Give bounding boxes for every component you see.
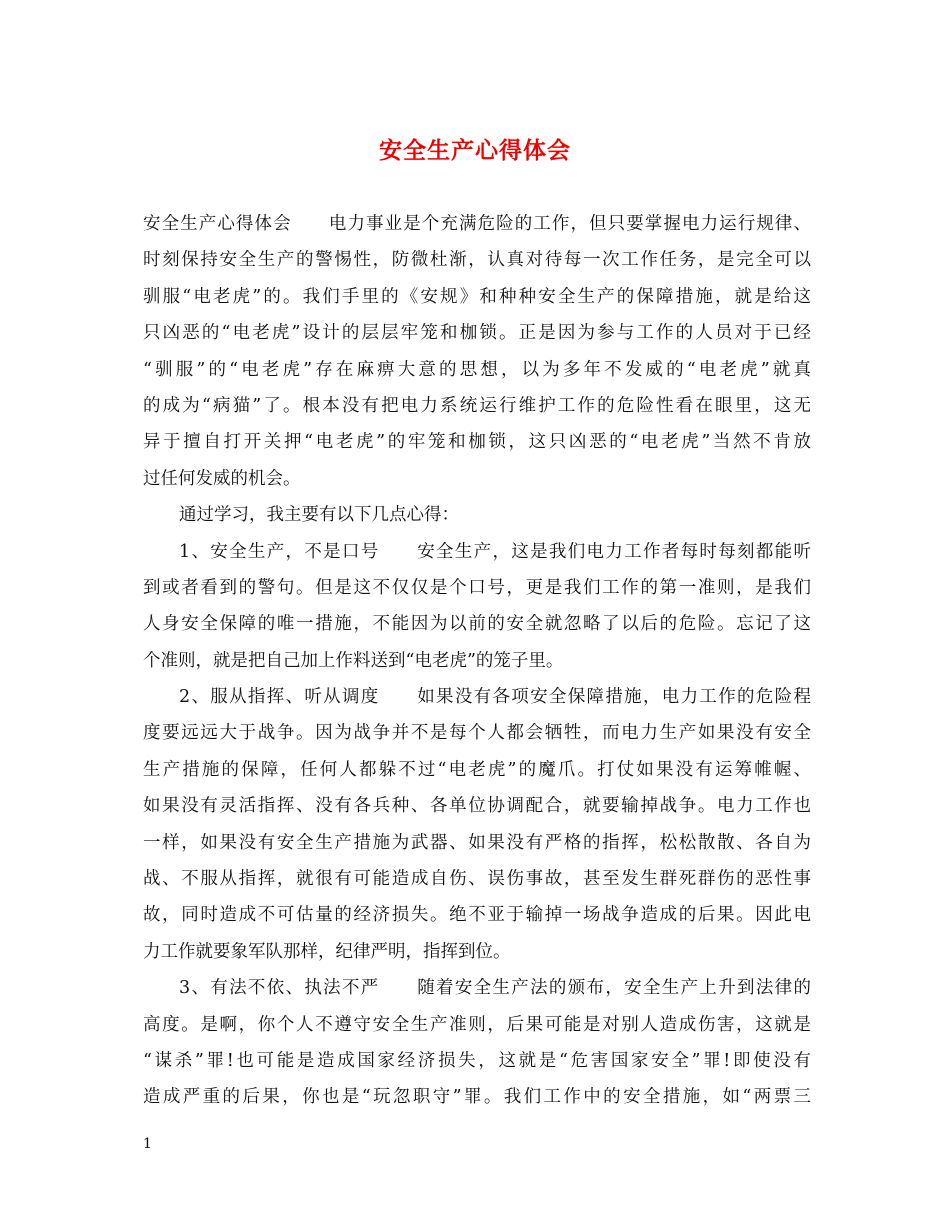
text-line: 高度。是啊，你个人不遵守安全生产准则，后果可能是对别人造成伤害，这就是 <box>143 1014 811 1035</box>
text-line: 造成严重的后果，你也是“玩忽职守”罪。我们工作中的安全措施，如“两票三 <box>143 1087 811 1108</box>
text-line: 到或者看到的警句。但是这不仅仅是个口号，更是我们工作的第一准则，是我们 <box>143 577 811 598</box>
text-line: 个准则，就是把自己加上作料送到“电老虎”的笼子里。 <box>143 650 564 671</box>
text-line: 驯服“电老虎”的。我们手里的《安规》和种种安全生产的保障措施，就是给这 <box>143 286 811 307</box>
text-line: 人身安全保障的唯一措施，不能因为以前的安全就忽略了以后的危险。忘记了这 <box>143 614 811 635</box>
text-line: 过任何发威的机会。 <box>143 468 301 489</box>
text-line: 度要远远大于战争。因为战争并不是每个人都会牺牲，而电力生产如果没有安全 <box>143 723 811 744</box>
document-title: 安全生产心得体会 <box>379 137 571 164</box>
text-line: 故，同时造成不可估量的经济损失。绝不亚于输掉一场战争造成的后果。因此电 <box>143 905 811 926</box>
text-line: 战、不服从指挥，就很有可能造成自伤、误伤事故，甚至发生群死群伤的恶性事 <box>143 869 811 890</box>
page-number: 1 <box>143 1136 152 1152</box>
text-line: 的成为“病猫”了。根本没有把电力系统运行维护工作的危险性看在眼里，这无 <box>143 395 811 416</box>
text-line: 时刻保持安全生产的警惕性，防微杜渐，认真对待每一次工作任务，是完全可以 <box>143 250 811 271</box>
text-line: 一样，如果没有安全生产措施为武器、如果没有严格的指挥，松松散散、各自为 <box>143 832 811 853</box>
text-line: 通过学习，我主要有以下几点心得： <box>179 505 459 526</box>
text-line: 如果没有灵活指挥、没有各兵种、各单位协调配合，就要输掉战争。电力工作也 <box>143 796 811 817</box>
text-line: 异于擅自打开关押“电老虎”的牢笼和枷锁，这只凶恶的“电老虎”当然不肯放 <box>143 432 811 453</box>
text-line: “驯服”的“电老虎”存在麻痹大意的思想，以为多年不发威的“电老虎”就真 <box>143 359 811 380</box>
text-line: “谋杀”罪!也可能是造成国家经济损失，这就是“危害国家安全”罪!即使没有 <box>143 1050 811 1071</box>
document-body <box>143 206 811 1116</box>
text-line: 安全生产心得体会 电力事业是个充满危险的工作，但只要掌握电力运行规律、 <box>143 214 811 234</box>
text-line: 生产措施的保障，任何人都躲不过“电老虎”的魔爪。打仗如果没有运筹帷幄、 <box>143 759 811 780</box>
text-line: 力工作就要象军队那样，纪律严明，指挥到位。 <box>143 941 511 962</box>
text-line: 3、有法不依、执法不严 随着安全生产法的颁布，安全生产上升到法律的 <box>179 978 811 999</box>
text-line: 1、安全生产，不是口号 安全生产，这是我们电力工作者每时每刻都能听 <box>179 541 811 562</box>
text-line: 只凶恶的“电老虎”设计的层层牢笼和枷锁。正是因为参与工作的人员对于已经 <box>143 323 811 344</box>
text-line: 2、服从指挥、听从调度 如果没有各项安全保障措施，电力工作的危险程 <box>179 687 811 708</box>
